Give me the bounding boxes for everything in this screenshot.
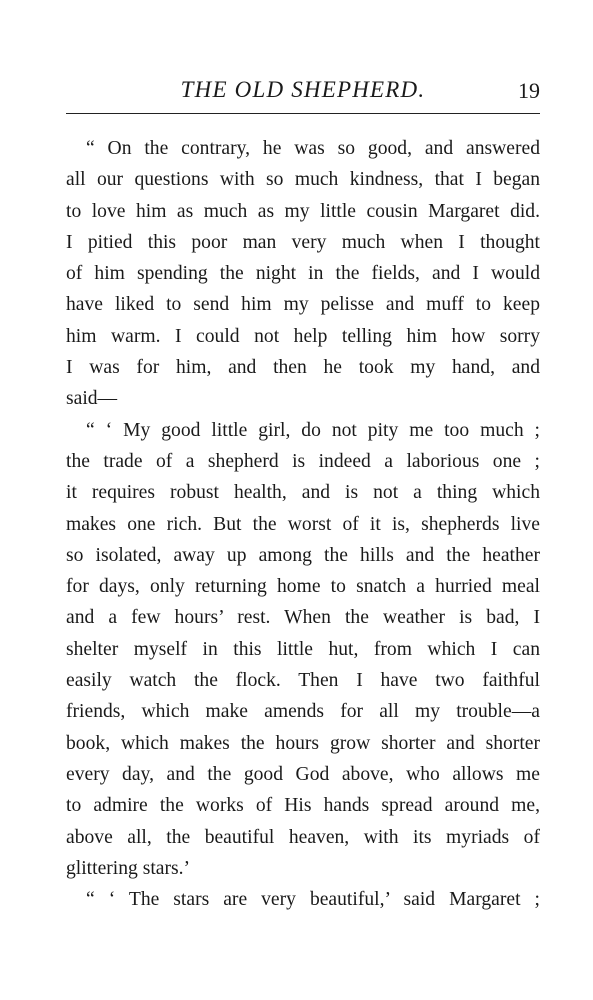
text-line: the trade of a shepherd is indeed a laborious one ;	[66, 450, 540, 472]
body-text	[66, 133, 540, 915]
running-head	[66, 76, 540, 106]
text-line: to admire the works of His hands spread around me,	[66, 795, 540, 817]
text-line: to love him as much as my little cousin Margaret did.	[66, 200, 540, 222]
text-line: book, which makes the hours grow shorter and shorter	[66, 732, 540, 754]
text-line: all our questions with so much kindness, that I began	[66, 169, 540, 191]
page-number: 19	[518, 78, 540, 103]
text-line: above all, the beautiful heaven, with its myriads of	[66, 826, 540, 848]
text-line: “ ‘ The stars are very beautiful,’ said Margaret ;	[86, 889, 540, 911]
text-line: “ ‘ My good little girl, do not pity me too much ;	[86, 419, 540, 441]
text-line: of him spending the night in the fields, and I would	[66, 263, 540, 285]
text-line: makes one rich. But the worst of it is, shepherds live	[66, 513, 540, 535]
text-line: said—	[66, 388, 118, 410]
text-line: “ On the contrary, he was so good, and answered	[86, 138, 540, 159]
text-line: I pitied this poor man very much when I thought	[66, 231, 540, 253]
text-line: have liked to send him my pelisse and muff to keep	[66, 294, 540, 316]
text-line: him warm. I could not help telling him how sorry	[66, 325, 540, 347]
text-line: every day, and the good God above, who allows me	[66, 763, 540, 785]
text-line: it requires robust health, and is not a thing which	[66, 482, 540, 504]
text-line: and a few hours’ rest. When the weather is bad, I	[66, 607, 540, 629]
text-line: easily watch the flock. Then I have two faithful	[66, 670, 540, 692]
text-line: friends, which make amends for all my trouble—a	[66, 701, 540, 723]
text-line: so isolated, away up among the hills and the heather	[66, 544, 540, 566]
text-line: for days, only returning home to snatch a hurried meal	[66, 576, 540, 598]
text-line: I was for him, and then he took my hand, and	[66, 357, 540, 379]
header-rule	[66, 113, 540, 114]
running-title: THE OLD SHEPHERD.	[180, 77, 426, 102]
text-line: shelter myself in this little hut, from which I can	[66, 638, 540, 660]
text-line: glittering stars.’	[66, 857, 191, 879]
